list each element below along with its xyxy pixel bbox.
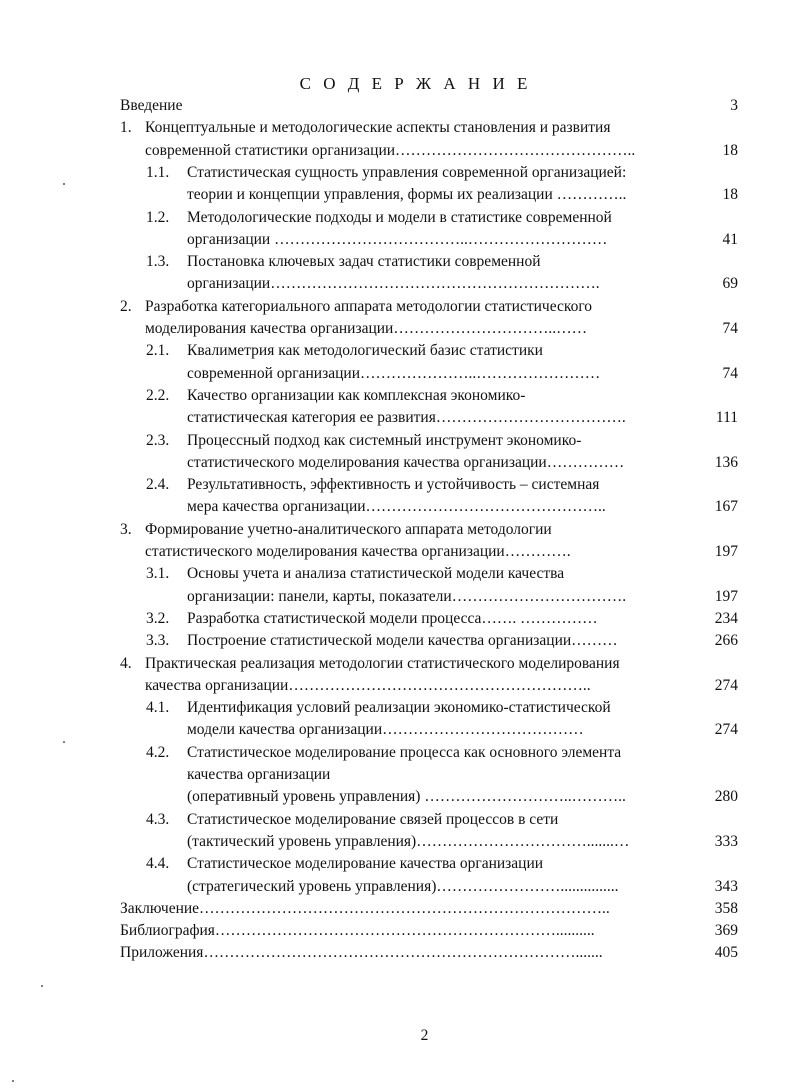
toc-page-number: 369 <box>714 922 738 940</box>
toc-line <box>146 586 702 608</box>
toc-entry-text: организации: панели, карты, показатели……………………………. <box>187 587 627 605</box>
toc-page-number: 3 <box>730 97 738 114</box>
toc-line <box>146 340 702 362</box>
toc-entry-text: организации ………………………………..……………………… <box>187 230 608 248</box>
scan-speck <box>12 1080 14 1082</box>
toc-entry-text: организации………………………………………………………. <box>187 275 600 293</box>
scan-speck <box>63 183 65 185</box>
toc-entry-text: статистического моделирования качества организации…………… <box>187 453 625 471</box>
toc-page-number: 266 <box>714 632 738 650</box>
toc-line <box>120 675 702 697</box>
toc-entry-number: 4.4. <box>146 855 170 873</box>
toc-line <box>146 162 702 184</box>
toc-entry-number: 3.1. <box>146 565 170 583</box>
toc-line <box>146 764 702 786</box>
toc-entry-number: 3.2. <box>146 609 170 627</box>
toc-line <box>120 296 702 318</box>
toc-page-number: 41 <box>722 230 738 248</box>
toc-entry-number: 4.2. <box>146 743 170 761</box>
toc-entry-number: 2.2. <box>146 386 170 404</box>
scan-speck <box>41 985 43 987</box>
toc-entry-text: современной статистики организации……………………………………….. <box>145 141 636 159</box>
toc-line <box>146 719 702 741</box>
toc-entry-text: (тактический уровень управления)…………………………….......… <box>187 832 630 850</box>
toc-entry-number: 1.3. <box>146 253 170 271</box>
toc-page-number: 167 <box>714 498 738 516</box>
toc-entry-text: (оперативный уровень управления) ………………………..……….. <box>187 788 626 806</box>
toc-line <box>146 407 702 429</box>
toc-entry-text: современной организации…………………..…………………… <box>187 364 601 382</box>
toc-entry-number: 4. <box>120 654 132 672</box>
toc-page-number: 111 <box>715 409 738 427</box>
toc-line <box>146 697 702 719</box>
toc-entry-text: Формирование учетно-аналитического аппарата методологии <box>145 520 552 538</box>
scan-speck <box>63 741 65 743</box>
toc-line <box>146 742 702 764</box>
toc-line <box>146 251 702 273</box>
toc-page-number: 18 <box>722 141 738 159</box>
toc-entry-number: 1.2. <box>146 208 170 226</box>
toc-entry-number: 2.3. <box>146 431 170 449</box>
toc-page-number: 405 <box>714 944 738 962</box>
toc-line <box>146 876 702 898</box>
toc-entry-text: Основы учета и анализа статистической модели качества <box>187 565 565 583</box>
toc-entry-text: Статистическое моделирование связей процессов в сети <box>187 810 559 828</box>
toc-line <box>146 385 702 407</box>
toc-page-number: 74 <box>722 320 738 337</box>
toc-line <box>120 140 702 162</box>
toc-line <box>0 95 702 117</box>
toc-page-number: 69 <box>722 275 738 293</box>
toc-entry-number: 2.1. <box>146 342 170 360</box>
toc-entry-text: Разработка статистической модели процесса……. …………… <box>187 609 598 627</box>
toc-line <box>0 898 702 920</box>
toc-entry-text: Практическая реализация методологии статистического моделирования <box>145 654 620 672</box>
toc-page-number: 343 <box>714 877 738 895</box>
toc-page-number: 358 <box>714 899 738 917</box>
toc-line <box>0 920 702 942</box>
toc-line <box>146 363 702 385</box>
toc-page-number: 18 <box>722 186 738 204</box>
toc-entry-text: Статистическое моделирование процесса как основного элемента <box>187 743 622 761</box>
toc-entry-number: 1.1. <box>146 163 170 181</box>
toc-line <box>120 653 702 675</box>
toc-line <box>146 786 702 808</box>
toc-entry-text: Идентификация условий реализации экономико-статистической <box>187 699 611 717</box>
toc-line <box>146 608 702 630</box>
toc-page-number: 280 <box>714 788 738 806</box>
toc-entry-text: теории и концепции управления, формы их реализации ………….. <box>187 186 627 204</box>
toc-entry-number: 2. <box>120 297 132 315</box>
toc-page-number: 274 <box>714 676 738 694</box>
toc-page-number: 136 <box>714 453 738 471</box>
toc-entry-text: Результативность, эффективность и устойчивость – системная <box>187 476 600 494</box>
toc-entry-text: (стратегический уровень управления)……………………............... <box>187 877 619 895</box>
toc-line <box>146 184 702 206</box>
toc-entry-text: Концептуальные и методологические аспекты становления и развития <box>145 119 611 137</box>
toc-entry-text: модели качества организации………………………………… <box>187 721 584 739</box>
toc-line <box>0 942 702 964</box>
toc-entry-number: 3. <box>120 520 132 538</box>
toc-page-number: 333 <box>714 832 738 850</box>
toc-line <box>146 430 702 452</box>
toc-entry-text: мера качества организации……………………………………….. <box>187 498 606 516</box>
page-number: 2 <box>420 1027 429 1044</box>
toc-entry-text: Процессный подход как системный инструмент экономико- <box>187 431 582 449</box>
toc-entry-text: Постановка ключевых задач статистики современной <box>187 253 541 271</box>
page-title: С О Д Е Р Ж А Н И Е <box>299 74 532 93</box>
toc-entry-number: 3.3. <box>146 632 170 650</box>
toc-entry-text: качества организации <box>187 766 331 783</box>
toc-line <box>146 273 702 295</box>
toc-entry-text: Построение статистической модели качества организации……… <box>187 632 618 650</box>
toc-line <box>146 452 702 474</box>
toc-page-number: 74 <box>722 364 738 382</box>
toc-entry-text: Статистическая сущность управления современной организацией: <box>187 163 627 181</box>
toc-line <box>146 474 702 496</box>
toc-entry-text: Введение <box>120 97 183 114</box>
toc-line <box>146 853 702 875</box>
toc-entry-text: качества организации………………………………………………….. <box>145 676 591 694</box>
toc-entry-text: Качество организации как комплексная экономико- <box>187 386 526 404</box>
toc-entry-text: Методологические подходы и модели в статистике современной <box>187 208 612 226</box>
toc-entry-text: статистического моделирования качества организации…………. <box>145 543 571 560</box>
toc-entry-text: Квалиметрия как методологический базис статистики <box>187 342 543 360</box>
toc-entry-text: Заключение…………………………………………………………………….. <box>120 899 610 917</box>
toc-entry-number: 4.3. <box>146 810 170 828</box>
toc-page-number: 197 <box>714 587 738 605</box>
toc-line <box>146 229 702 251</box>
toc-line <box>146 630 702 652</box>
toc-line <box>120 117 702 139</box>
toc-page-number: 234 <box>714 609 738 627</box>
toc-line <box>120 541 702 563</box>
toc-page-number: 274 <box>714 721 738 739</box>
toc-entry-text: Статистическое моделирование качества организации <box>187 855 544 873</box>
toc-page-number: 197 <box>714 543 738 560</box>
toc-entry-text: Библиография………………………………………………………….......... <box>120 922 595 940</box>
toc-line <box>146 496 702 518</box>
toc-entry-text: статистическая категория ее развития………………………………. <box>187 409 626 427</box>
toc-entry-number: 1. <box>120 119 132 137</box>
toc-line <box>120 519 702 541</box>
toc-line <box>146 563 702 585</box>
toc-entry-text: Разработка категориального аппарата методологии статистического <box>145 297 593 315</box>
toc-line <box>146 831 702 853</box>
toc-entry-text: Приложения………………………………………………………………....... <box>120 944 603 962</box>
toc-line <box>146 809 702 831</box>
toc-entry-number: 4.1. <box>146 699 170 717</box>
toc-entry-text: моделирования качества организации…………………………..…… <box>145 320 588 337</box>
toc-entry-number: 2.4. <box>146 476 170 494</box>
toc-line <box>146 207 702 229</box>
toc-line <box>120 318 702 340</box>
